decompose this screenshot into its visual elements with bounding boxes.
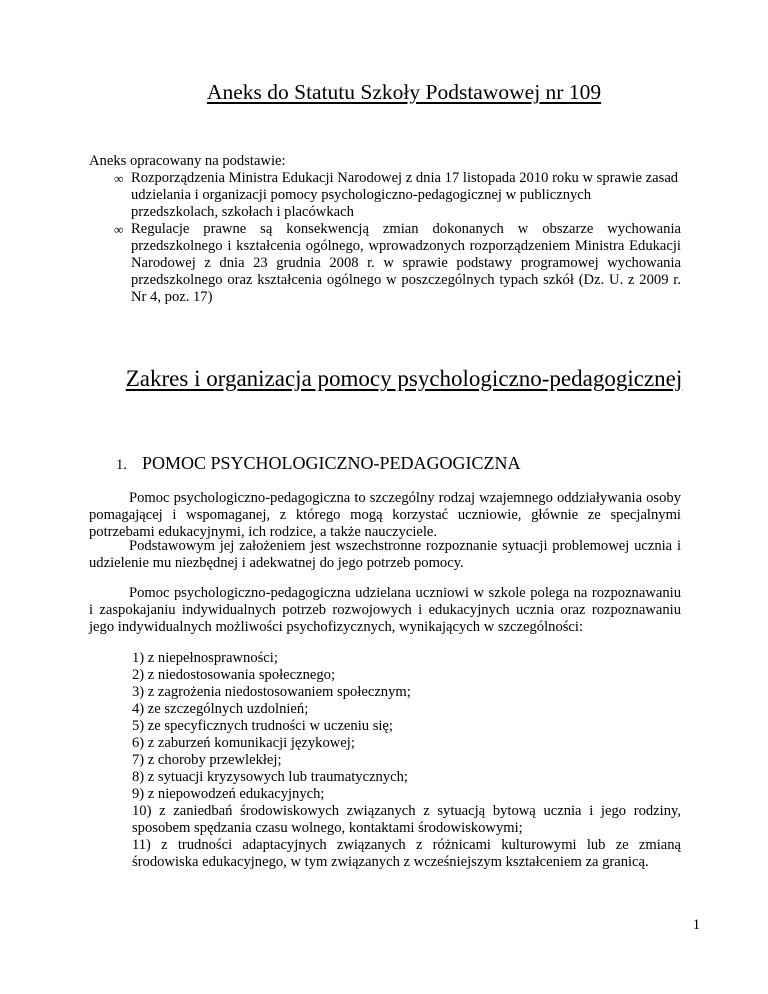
list-item: 6) z zaburzeń komunikacji językowej;	[132, 735, 355, 751]
list-item: 2) z niedostosowania społecznego;	[132, 667, 336, 683]
paragraph: Pomoc psychologiczno-pedagogiczna to szczególny rodzaj wzajemnego oddziaływania osoby pomagającej i wspomaganej, z którego mogą korzystać uczniowie, głównie ze specjalnymi potrzebami edukacyjnymi, ich rodzice, a także nauczyciele.	[89, 490, 681, 540]
intro-text: Aneks opracowany na podstawie:	[89, 153, 286, 169]
section-title: Zakres i organizacja pomocy psychologiczno-pedagogicznej	[125, 366, 683, 391]
bullet-item	[114, 170, 681, 221]
page-number: 1	[692, 917, 700, 933]
list-item: 4) ze szczególnych uzdolnień;	[132, 701, 309, 717]
list-item: 11) z trudności adaptacyjnych związanych z różnicami kulturowymi lub ze zmianą środowiska edukacyjnego, w tym związanych z wcześniejszym kształceniem za granicą.	[132, 837, 681, 870]
numbered-list	[132, 650, 681, 871]
list-item: 7) z choroby przewlekłej;	[132, 752, 282, 768]
infinity-bullet-icon: ∞	[114, 171, 124, 186]
section-heading-number: 1.	[116, 457, 127, 473]
list-item: 1) z niepełnosprawności;	[132, 650, 278, 666]
bullet-text: Regulacje prawne są konsekwencją zmian dokonanych w obszarze wychowania przedszkolnego i kształcenia ogólnego, wprowadzonych rozporządzeniem Ministra Edukacji Narodowej z dnia 23 grudnia 2008 r. w sprawie podstawy programowej wychowania przedszkolnego oraz kształcenia ogólnego w poszczególnych typach szkół (Dz. U. z 2009 r. Nr 4, poz. 17)	[131, 221, 681, 305]
section-heading	[116, 455, 521, 474]
list-item: 3) z zagrożenia niedostosowaniem społecznym;	[132, 684, 411, 700]
list-item: 8) z sytuacji kryzysowych lub traumatycznych;	[132, 769, 408, 785]
list-item: 9) z niepowodzeń edukacyjnych;	[132, 786, 325, 802]
paragraph: Podstawowym jej założeniem jest wszechstronne rozpoznanie sytuacji problemowej ucznia i udzielenie mu niezbędnej i adekwatnej do jego potrzeb pomocy.	[89, 538, 681, 571]
bullet-list	[114, 170, 681, 306]
paragraph: Pomoc psychologiczno-pedagogiczna udzielana uczniowi w szkole polega na rozpoznawaniu i zaspokajaniu indywidualnych potrzeb rozwojowych i edukacyjnych ucznia oraz rozpoznawaniu jego indywidualnych możliwości psychofizycznych, wynikających w szczególności:	[89, 585, 681, 635]
infinity-bullet-icon: ∞	[114, 222, 124, 237]
section-heading-text: POMOC PSYCHOLOGICZNO-PEDAGOGICZNA	[142, 453, 521, 473]
list-item: 10) z zaniedbań środowiskowych związanych z sytuacją bytową ucznia i jego rodziny, sposobem spędzania czasu wolnego, kontaktami środowiskowymi;	[132, 803, 681, 836]
document-title: Aneks do Statutu Szkoły Podstawowej nr 109	[206, 80, 602, 104]
bullet-item	[114, 221, 681, 306]
bullet-text: Rozporządzenia Ministra Edukacji Narodowej z dnia 17 listopada 2010 roku w sprawie zasad udzielania i organizacji pomocy psychologiczno-pedagogicznej w publicznych przedszkolach, szkołach i placówkach	[131, 170, 679, 220]
list-item: 5) ze specyficznych trudności w uczeniu się;	[132, 718, 393, 734]
